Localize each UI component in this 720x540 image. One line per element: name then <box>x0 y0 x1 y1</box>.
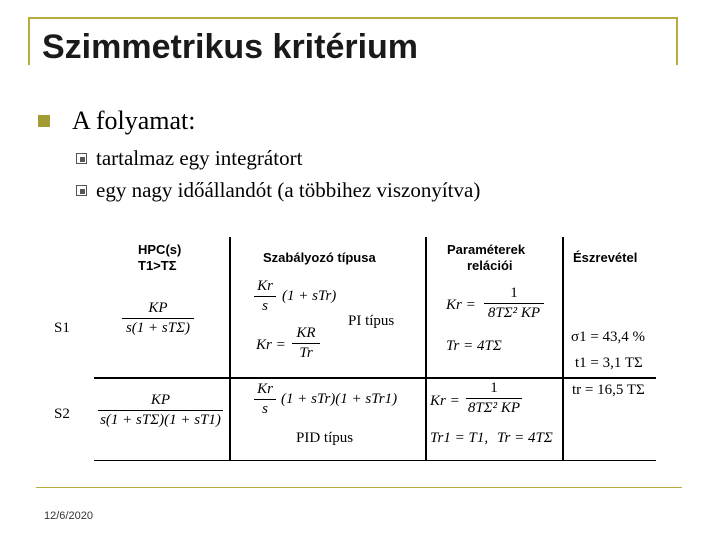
slide-title: Szimmetrikus kritérium <box>42 28 419 66</box>
fraction-numerator: Kr <box>257 381 273 397</box>
ctrl-expr-s1: (1 + sTr) <box>282 288 337 304</box>
footer-line <box>36 487 682 488</box>
title-frame-left <box>28 17 30 65</box>
remark-settling-time: tr = 16,5 TΣ <box>572 382 645 398</box>
fraction-denominator: s <box>262 401 268 417</box>
fraction-numerator: KP <box>150 392 171 408</box>
fraction-denominator: 8TΣ² KP <box>467 400 521 416</box>
sub-bullet-2: egy nagy időállandót (a többihez viszonyítva) <box>96 178 481 202</box>
param1-lhs-s2: Kr = <box>430 393 460 409</box>
fraction-denominator: s <box>262 298 268 314</box>
header-controller: Szabályozó típusa <box>263 250 376 265</box>
fraction-bar <box>254 296 276 297</box>
param2b-s2: Tr = 4TΣ <box>497 430 553 446</box>
header-hpc: HPC(s) <box>138 242 182 257</box>
fraction-bar <box>292 343 320 344</box>
plant-transfer-s1 <box>122 300 194 337</box>
fraction-denominator: s(1 + sTΣ) <box>125 320 191 336</box>
plant-transfer-s2 <box>98 392 223 429</box>
ctrl-gain-fraction-s1 <box>254 278 276 315</box>
table-divider <box>562 237 564 461</box>
table-divider <box>425 237 427 461</box>
square-bullet-icon <box>38 115 50 127</box>
fraction-bar <box>466 398 522 399</box>
param1-fraction-s2 <box>466 380 522 417</box>
fraction-denominator: Tr <box>299 345 313 361</box>
table-divider <box>229 237 231 461</box>
ctrl-type-s2: PID típus <box>296 430 354 446</box>
sub-bullet-1: tartalmaz egy integrátort <box>96 146 303 170</box>
param2-s1: Tr = 4TΣ <box>446 338 502 354</box>
fraction-bar <box>484 303 544 304</box>
slide-date: 12/6/2020 <box>44 510 93 522</box>
ctrl-gain-def-s1 <box>292 325 320 362</box>
fraction-denominator: s(1 + sTΣ)(1 + sT1) <box>100 412 221 428</box>
param1-fraction-s1 <box>484 285 544 322</box>
ctrl-type-s1: PI típus <box>348 313 395 329</box>
remark-overshoot: σ1 = 43,4 % <box>571 329 646 345</box>
header-condition: T1>TΣ <box>138 258 177 273</box>
header-params-2: relációi <box>467 258 513 273</box>
fraction-numerator: 1 <box>510 285 518 301</box>
title-frame-right <box>676 17 678 65</box>
fraction-bar <box>98 410 223 411</box>
bullet-text: A folyamat: <box>72 106 196 135</box>
table-divider <box>94 377 656 379</box>
fraction-numerator: KR <box>296 325 316 341</box>
remark-rise-time: t1 = 3,1 TΣ <box>575 355 643 371</box>
checkbox-bullet-icon <box>76 153 87 164</box>
header-params-1: Paraméterek <box>447 242 526 257</box>
fraction-numerator: Kr <box>257 278 273 294</box>
fraction-numerator: KP <box>148 300 168 316</box>
ctrl-expr-s2: (1 + sTr)(1 + sTr1) <box>281 391 398 407</box>
fraction-bar <box>122 318 194 319</box>
fraction-bar <box>254 399 276 400</box>
ctrl-gain-fraction-s2 <box>254 381 276 418</box>
ctrl-gain-lhs-s1: Kr = <box>256 337 286 353</box>
fraction-denominator: 8TΣ² KP <box>487 305 541 321</box>
row-label-s1: S1 <box>54 320 70 336</box>
checkbox-bullet-icon <box>76 185 87 196</box>
row-label-s2: S2 <box>54 406 70 422</box>
header-remark: Észrevétel <box>573 250 638 265</box>
title-frame-top <box>28 17 678 19</box>
param2a-s2: Tr1 = T1, <box>430 430 489 446</box>
fraction-numerator: 1 <box>490 380 498 396</box>
table-divider <box>94 460 656 461</box>
param1-lhs-s1: Kr = <box>446 297 476 313</box>
